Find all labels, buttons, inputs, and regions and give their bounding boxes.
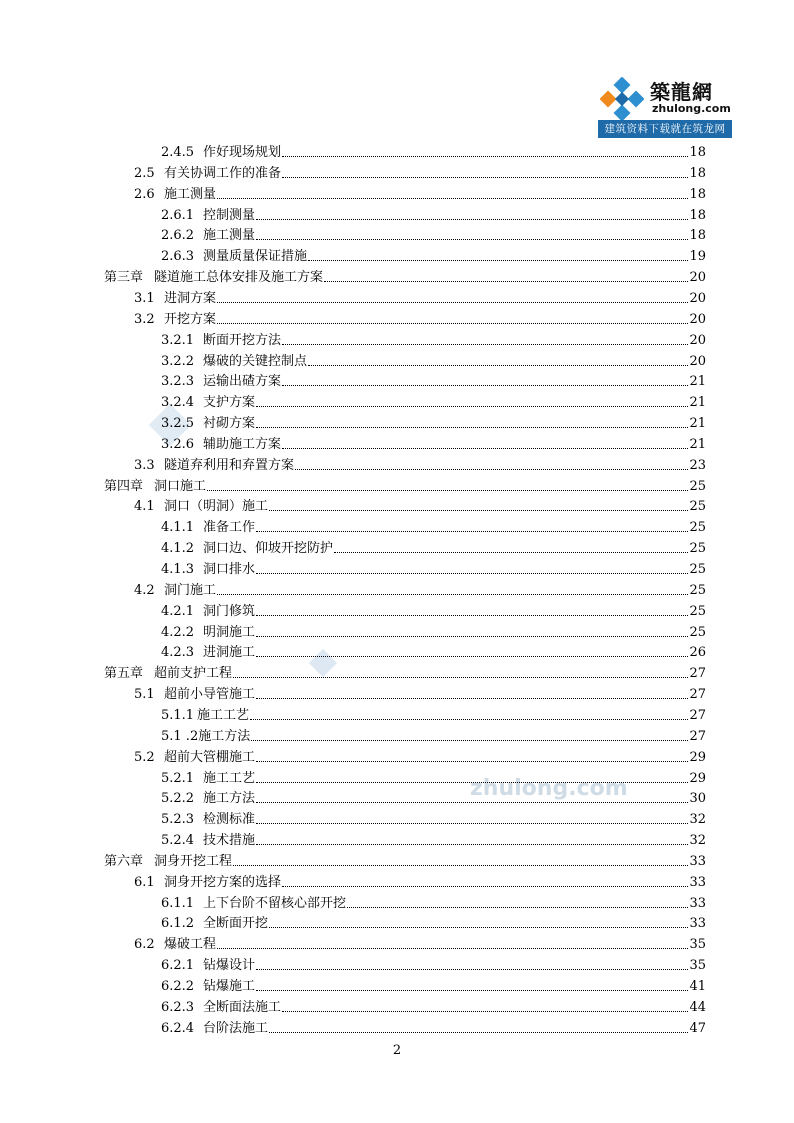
toc-entry-title: 检测标准 — [203, 812, 256, 828]
toc-entry[interactable] — [161, 245, 706, 265]
toc-entry[interactable] — [134, 933, 706, 953]
toc-entry-number: 4.1 — [134, 499, 155, 515]
toc-entry[interactable] — [134, 495, 706, 515]
zhulong-logo — [598, 74, 732, 138]
logo-top — [598, 74, 732, 120]
toc-leader-dots — [217, 197, 688, 199]
toc-entry-number: 6.1 — [134, 874, 155, 890]
toc-entry-page: 25 — [689, 603, 706, 619]
toc-entry[interactable] — [161, 621, 706, 641]
toc-entry[interactable] — [161, 704, 706, 724]
toc-leader-dots — [282, 1010, 688, 1012]
toc-entry-page: 21 — [689, 395, 706, 411]
toc-entry-number: 6.2.1 — [161, 958, 195, 974]
toc-entry[interactable] — [161, 808, 706, 828]
toc-entry-title: 隧道施工总体安排及施工方案 — [154, 270, 324, 286]
toc-entry-page: 33 — [689, 916, 706, 932]
toc-entry[interactable] — [161, 892, 706, 912]
logo-name-cn: 築龍網 — [650, 80, 713, 104]
toc-entry-title: 台阶法施工 — [203, 1020, 269, 1036]
page-number: 2 — [392, 1043, 402, 1058]
toc-entry[interactable] — [161, 912, 706, 932]
toc-leader-dots — [324, 280, 688, 282]
toc-entry[interactable] — [104, 475, 706, 495]
toc-entry-page: 25 — [689, 624, 706, 640]
toc-entry-title: 钻爆施工 — [203, 979, 256, 994]
toc-entry-number: 2.4.5 — [161, 145, 195, 160]
toc-entry-page: 18 — [689, 228, 706, 244]
toc-entry[interactable] — [134, 183, 706, 203]
toc-entry-title: 洞身开挖工程 — [154, 853, 233, 869]
toc-entry-title: 有关协调工作的准备 — [164, 165, 282, 181]
toc-entry-title: 施工方法 — [203, 791, 256, 807]
toc-leader-dots — [256, 238, 688, 240]
toc-entry-page: 21 — [689, 436, 706, 452]
toc-entry-number: 2.6.2 — [161, 228, 195, 244]
toc-entry[interactable] — [104, 662, 706, 682]
toc-entry-title: 施工方法 — [198, 728, 251, 744]
toc-entry-title: 超前大管棚施工 — [164, 749, 256, 765]
toc-entry-title: 洞口施工 — [154, 478, 207, 494]
toc-entry-number: 3.1 — [134, 290, 155, 306]
toc-entry-title: 洞身开挖方案的选择 — [164, 874, 282, 890]
toc-entry-page: 20 — [689, 311, 706, 327]
toc-entry-number: 3.2.2 — [161, 353, 195, 369]
toc-entry-page: 29 — [689, 770, 706, 786]
toc-entry-title: 洞口排水 — [203, 562, 256, 577]
toc-entry-title: 明洞施工 — [203, 624, 256, 640]
toc-leader-dots — [217, 322, 688, 324]
toc-entry-title: 进洞方案 — [164, 290, 217, 306]
toc-entry-number: 5.2.3 — [161, 812, 195, 828]
toc-entry-number: 4.2 — [134, 582, 155, 598]
toc-entry-number: 6.1.2 — [161, 916, 195, 932]
toc-entry[interactable] — [161, 558, 706, 578]
toc-entry-number: 3.2 — [134, 311, 155, 327]
toc-entry-title: 测量质量保证措施 — [203, 249, 308, 265]
toc-leader-dots — [256, 635, 688, 637]
toc-entry[interactable] — [161, 224, 706, 244]
toc-entry-number: 5.2.4 — [161, 833, 195, 849]
toc-leader-dots — [233, 864, 688, 866]
toc-entry-title: 隧道弃利用和弃置方案 — [164, 457, 295, 473]
toc-leader-dots — [269, 1031, 688, 1033]
logo-mark-icon — [600, 77, 644, 121]
logo-domain: zhulong.com — [652, 102, 731, 115]
toc-leader-dots — [256, 968, 688, 970]
toc-entry-page: 25 — [689, 499, 706, 515]
toc-entry-number: 6.1.1 — [161, 895, 195, 911]
toc-leader-dots — [295, 468, 688, 470]
toc-leader-dots — [256, 801, 688, 803]
toc-entry-title: 洞口边、仰坡开挖防护 — [203, 541, 334, 557]
toc-entry-title: 技术措施 — [203, 833, 256, 849]
toc-entry-page: 18 — [689, 165, 706, 181]
toc-entry-page: 23 — [689, 457, 706, 473]
toc-entry-number: 第六章 — [104, 853, 144, 869]
toc-entry-title: 洞口（明洞）施工 — [164, 499, 269, 515]
toc-entry[interactable] — [161, 204, 706, 224]
toc-entry-page: 35 — [689, 937, 706, 953]
toc-entry-page: 27 — [689, 707, 706, 723]
toc-entry-page: 41 — [689, 979, 706, 994]
toc-entry-number: 4.2.1 — [161, 603, 195, 619]
toc-entry-page: 20 — [689, 290, 706, 306]
toc-leader-dots — [233, 676, 688, 678]
toc-entry-title: 断面开挖方法 — [203, 332, 282, 348]
toc-entry-title: 全断面法施工 — [203, 999, 282, 1015]
toc-entry[interactable] — [161, 350, 706, 370]
toc-entry-page: 27 — [689, 728, 706, 744]
toc-entry-title: 施工工艺 — [203, 770, 256, 786]
toc-entry-number: 5.2.1 — [161, 770, 195, 786]
toc-entry-page: 47 — [689, 1020, 706, 1036]
toc-entry-number: 第三章 — [104, 270, 144, 286]
toc-entry-title: 超前支护工程 — [154, 666, 233, 682]
toc-entry[interactable] — [134, 308, 706, 328]
toc-leader-dots — [282, 384, 688, 386]
toc-leader-dots — [308, 259, 688, 261]
toc-entry[interactable] — [161, 516, 706, 536]
toc-entry-number: 3.2.4 — [161, 395, 195, 411]
toc-leader-dots — [207, 489, 688, 491]
toc-entry-title: 施工测量 — [203, 228, 256, 244]
toc-entry[interactable] — [161, 641, 706, 661]
toc-entry-page: 33 — [689, 874, 706, 890]
toc-entry-page: 18 — [689, 145, 706, 160]
toc-entry[interactable] — [161, 412, 706, 432]
toc-leader-dots — [250, 718, 688, 720]
toc-entry[interactable] — [161, 975, 706, 995]
toc-entry-title: 上下台阶不留核心部开挖 — [203, 895, 347, 911]
toc-entry[interactable] — [134, 454, 706, 474]
toc-entry-page: 25 — [689, 562, 706, 577]
toc-entry-title: 辅助施工方案 — [203, 436, 282, 452]
toc-entry-number: 3.2.1 — [161, 332, 195, 348]
toc-leader-dots — [256, 655, 688, 657]
toc-leader-dots — [256, 614, 688, 616]
toc-entry-page: 32 — [689, 812, 706, 828]
toc-entry[interactable] — [134, 287, 706, 307]
toc-entry-number: 2.6.1 — [161, 207, 195, 223]
toc-entry[interactable] — [161, 725, 706, 745]
toc-leader-dots — [256, 989, 688, 991]
toc-entry[interactable] — [134, 683, 706, 703]
toc-entry-page: 20 — [689, 332, 706, 348]
toc-entry-number: 3.3 — [134, 457, 155, 473]
toc-entry[interactable] — [161, 996, 706, 1016]
toc-entry-page: 26 — [689, 645, 706, 661]
toc-entry-page: 20 — [689, 270, 706, 286]
toc-entry-title: 全断面开挖 — [203, 916, 269, 932]
toc-entry-number: 6.2.4 — [161, 1020, 195, 1036]
toc-entry-number: 3.2.3 — [161, 374, 195, 390]
toc-entry-number: 5.2.2 — [161, 791, 195, 807]
toc-leader-dots — [256, 218, 688, 220]
toc-entry-title: 施工测量 — [164, 186, 217, 202]
toc-entry[interactable] — [161, 1017, 706, 1037]
toc-entry-title: 开挖方案 — [164, 311, 217, 327]
toc-entry-number: 4.1.2 — [161, 541, 195, 557]
toc-entry[interactable] — [104, 266, 706, 286]
toc-entry-number: 6.2 — [134, 937, 155, 953]
toc-entry-number: 4.2.3 — [161, 645, 195, 661]
toc-entry-title: 洞门修筑 — [203, 603, 256, 619]
toc-entry-number: 第四章 — [104, 478, 144, 494]
toc-entry-title: 爆破工程 — [164, 937, 217, 953]
toc-leader-dots — [269, 926, 688, 928]
toc-entry-page: 32 — [689, 833, 706, 849]
toc-entry-page: 33 — [689, 853, 706, 869]
toc-leader-dots — [269, 509, 688, 511]
toc-entry[interactable] — [161, 787, 706, 807]
toc-leader-dots — [256, 530, 688, 532]
toc-entry[interactable] — [161, 329, 706, 349]
toc-entry-title: 支护方案 — [203, 395, 256, 411]
toc-entry-number: 2.5 — [134, 165, 155, 181]
toc-entry-number: 4.2.2 — [161, 624, 195, 640]
toc-entry-page: 44 — [689, 999, 706, 1015]
toc-entry-number: 4.1.3 — [161, 562, 195, 577]
toc-entry-page: 25 — [689, 582, 706, 598]
toc-entry-page: 18 — [689, 186, 706, 202]
toc-entry-page: 35 — [689, 958, 706, 974]
toc-entry[interactable] — [161, 600, 706, 620]
toc-entry-page: 30 — [689, 791, 706, 807]
toc-entry[interactable] — [161, 954, 706, 974]
toc-entry-title: 进洞施工 — [203, 645, 256, 661]
toc-entry-number: 3.2.6 — [161, 436, 195, 452]
toc-entry-page: 19 — [689, 249, 706, 265]
toc-entry-number: 5.1 .2 — [161, 728, 199, 744]
toc-entry-page: 27 — [689, 687, 706, 703]
toc-entry-page: 27 — [689, 666, 706, 682]
toc-leader-dots — [282, 343, 688, 345]
toc-leader-dots — [282, 885, 688, 887]
toc-leader-dots — [251, 739, 688, 741]
toc-entry[interactable] — [161, 370, 706, 390]
toc-entry-page: 25 — [689, 520, 706, 536]
toc-entry-title: 衬砌方案 — [203, 416, 256, 432]
toc-leader-dots — [282, 447, 688, 449]
toc-entry[interactable] — [104, 850, 706, 870]
toc-leader-dots — [217, 301, 688, 303]
toc-entry-page: 21 — [689, 416, 706, 432]
toc-entry-number: 2.6.3 — [161, 249, 195, 265]
toc-leader-dots — [347, 906, 688, 908]
toc-entry-title: 运输出碴方案 — [203, 374, 282, 390]
toc-entry-title: 爆破的关键控制点 — [203, 353, 308, 369]
toc-leader-dots — [256, 426, 688, 428]
toc-entry-number: 5.2 — [134, 749, 155, 765]
toc-entry[interactable] — [161, 391, 706, 411]
toc-leader-dots — [308, 364, 688, 366]
toc-leader-dots — [256, 697, 688, 699]
toc-entry-page: 29 — [689, 749, 706, 765]
toc-entry[interactable] — [134, 579, 706, 599]
toc-entry-title: 作好现场规划 — [203, 145, 282, 160]
toc-entry-title: 钻爆设计 — [203, 958, 256, 974]
toc-entry-title: 施工工艺 — [197, 707, 250, 723]
toc-leader-dots — [282, 155, 688, 157]
toc-entry[interactable] — [134, 871, 706, 891]
toc-leader-dots — [282, 176, 688, 178]
toc-entry-number: 5.1 — [134, 687, 155, 703]
toc-entry[interactable] — [161, 433, 706, 453]
toc-entry-number: 6.2.2 — [161, 979, 195, 994]
toc-leader-dots — [256, 760, 688, 762]
toc-entry-title: 控制测量 — [203, 207, 256, 223]
logo-tagline: 建筑资料下载就在筑龙网 — [598, 120, 732, 138]
toc-entry-number: 5.1.1 — [161, 707, 195, 723]
toc-leader-dots — [217, 947, 688, 949]
toc-leader-dots — [334, 551, 688, 553]
toc-leader-dots — [256, 843, 688, 845]
toc-entry-number: 3.2.5 — [161, 416, 195, 432]
toc-entry-title: 准备工作 — [203, 520, 256, 536]
toc-entry-number: 6.2.3 — [161, 999, 195, 1015]
toc-entry[interactable] — [161, 767, 706, 787]
toc-leader-dots — [256, 405, 688, 407]
toc-entry-number: 第五章 — [104, 666, 144, 682]
toc-entry[interactable] — [134, 746, 706, 766]
toc-entry-number: 2.6 — [134, 186, 155, 202]
toc-entry-page: 33 — [689, 895, 706, 911]
toc-entry-page: 25 — [689, 478, 706, 494]
toc-entry[interactable] — [134, 162, 706, 182]
toc-entry-number: 4.1.1 — [161, 520, 195, 536]
toc-entry-page: 20 — [689, 353, 706, 369]
watermark: zhulong.com — [470, 776, 628, 801]
toc-entry-page: 21 — [689, 374, 706, 390]
toc-entry-title: 洞门施工 — [164, 582, 217, 598]
toc-entry[interactable] — [161, 141, 706, 161]
toc-leader-dots — [217, 593, 688, 595]
toc-leader-dots — [256, 781, 688, 783]
toc-leader-dots — [256, 822, 688, 824]
toc-entry[interactable] — [161, 829, 706, 849]
toc-entry-page: 18 — [689, 207, 706, 223]
toc-entry[interactable] — [161, 537, 706, 557]
toc-entry-page: 25 — [689, 541, 706, 557]
toc-leader-dots — [256, 572, 688, 574]
toc-entry-title: 超前小导管施工 — [164, 687, 256, 703]
